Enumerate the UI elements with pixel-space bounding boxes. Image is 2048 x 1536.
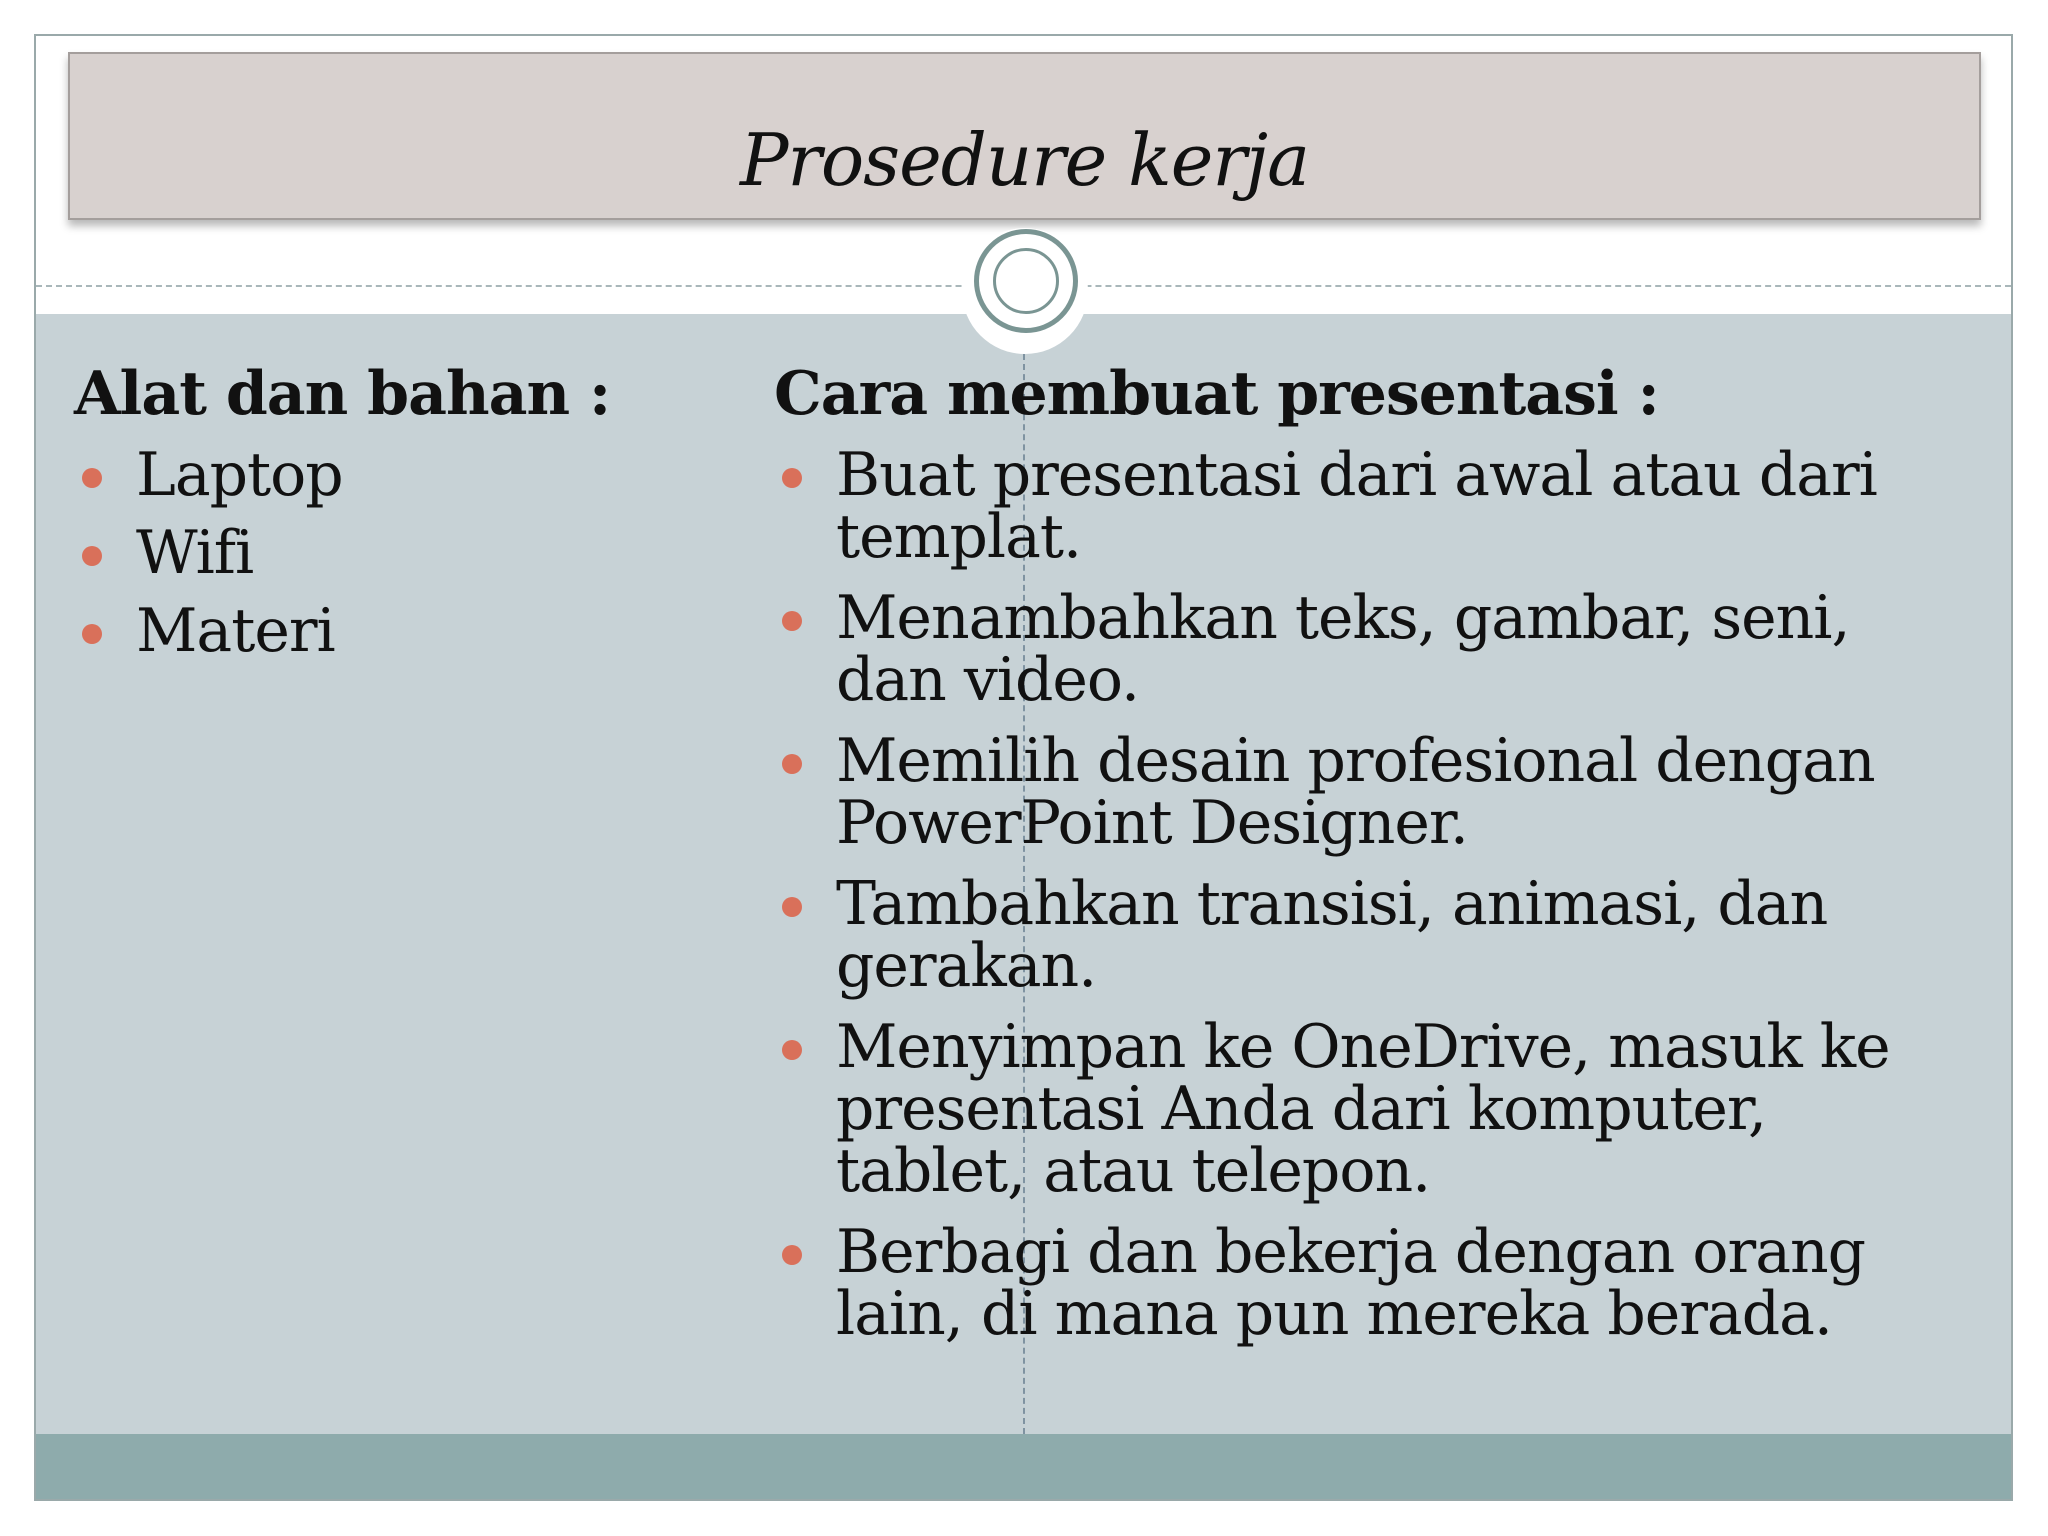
slide xyxy=(34,34,2013,1501)
list-item xyxy=(774,583,1934,715)
list-item-text: Memilih desain profesional dengan PowerPoint Designer. xyxy=(836,726,1875,858)
title-bar xyxy=(68,52,1981,220)
list-item xyxy=(774,726,1934,858)
inner-ring-icon xyxy=(993,248,1059,314)
list-item-text: Menambahkan teks, gambar, seni, dan video. xyxy=(836,583,1850,715)
list-item-text: Menyimpan ke OneDrive, masuk ke presentasi Anda dari komputer, tablet, atau telepon. xyxy=(836,1012,1890,1206)
list-item xyxy=(774,1217,1934,1349)
list-item-text: Materi xyxy=(136,596,335,666)
list-item xyxy=(74,440,714,510)
slide-title: Prosedure kerja xyxy=(739,118,1310,202)
list-item xyxy=(774,1012,1934,1206)
list-item-text: Laptop xyxy=(136,440,343,510)
bullet-icon xyxy=(782,1040,802,1060)
bullet-icon xyxy=(782,611,802,631)
list-item xyxy=(774,869,1934,1001)
bullet-icon xyxy=(782,754,802,774)
steps-heading: Cara membuat presentasi : xyxy=(774,359,1659,429)
bullet-icon xyxy=(82,546,102,566)
steps-list xyxy=(774,440,1934,1364)
list-item-text: Buat presentasi dari awal atau dari templat. xyxy=(836,440,1877,572)
list-item xyxy=(74,518,714,588)
bullet-icon xyxy=(782,1245,802,1265)
list-item xyxy=(74,596,714,666)
bullet-icon xyxy=(782,897,802,917)
tools-list xyxy=(74,440,714,678)
list-item-text: Wifi xyxy=(136,518,254,588)
list-item-text: Berbagi dan bekerja dengan orang lain, di mana pun mereka berada. xyxy=(836,1217,1866,1349)
double-ring-circle-icon xyxy=(974,229,1078,333)
bullet-icon xyxy=(782,468,802,488)
tools-heading: Alat dan bahan : xyxy=(74,359,611,429)
bullet-icon xyxy=(82,468,102,488)
list-item xyxy=(774,440,1934,572)
footer-band xyxy=(36,1434,2011,1501)
list-item-text: Tambahkan transisi, animasi, dan gerakan. xyxy=(836,869,1828,1001)
bullet-icon xyxy=(82,624,102,644)
